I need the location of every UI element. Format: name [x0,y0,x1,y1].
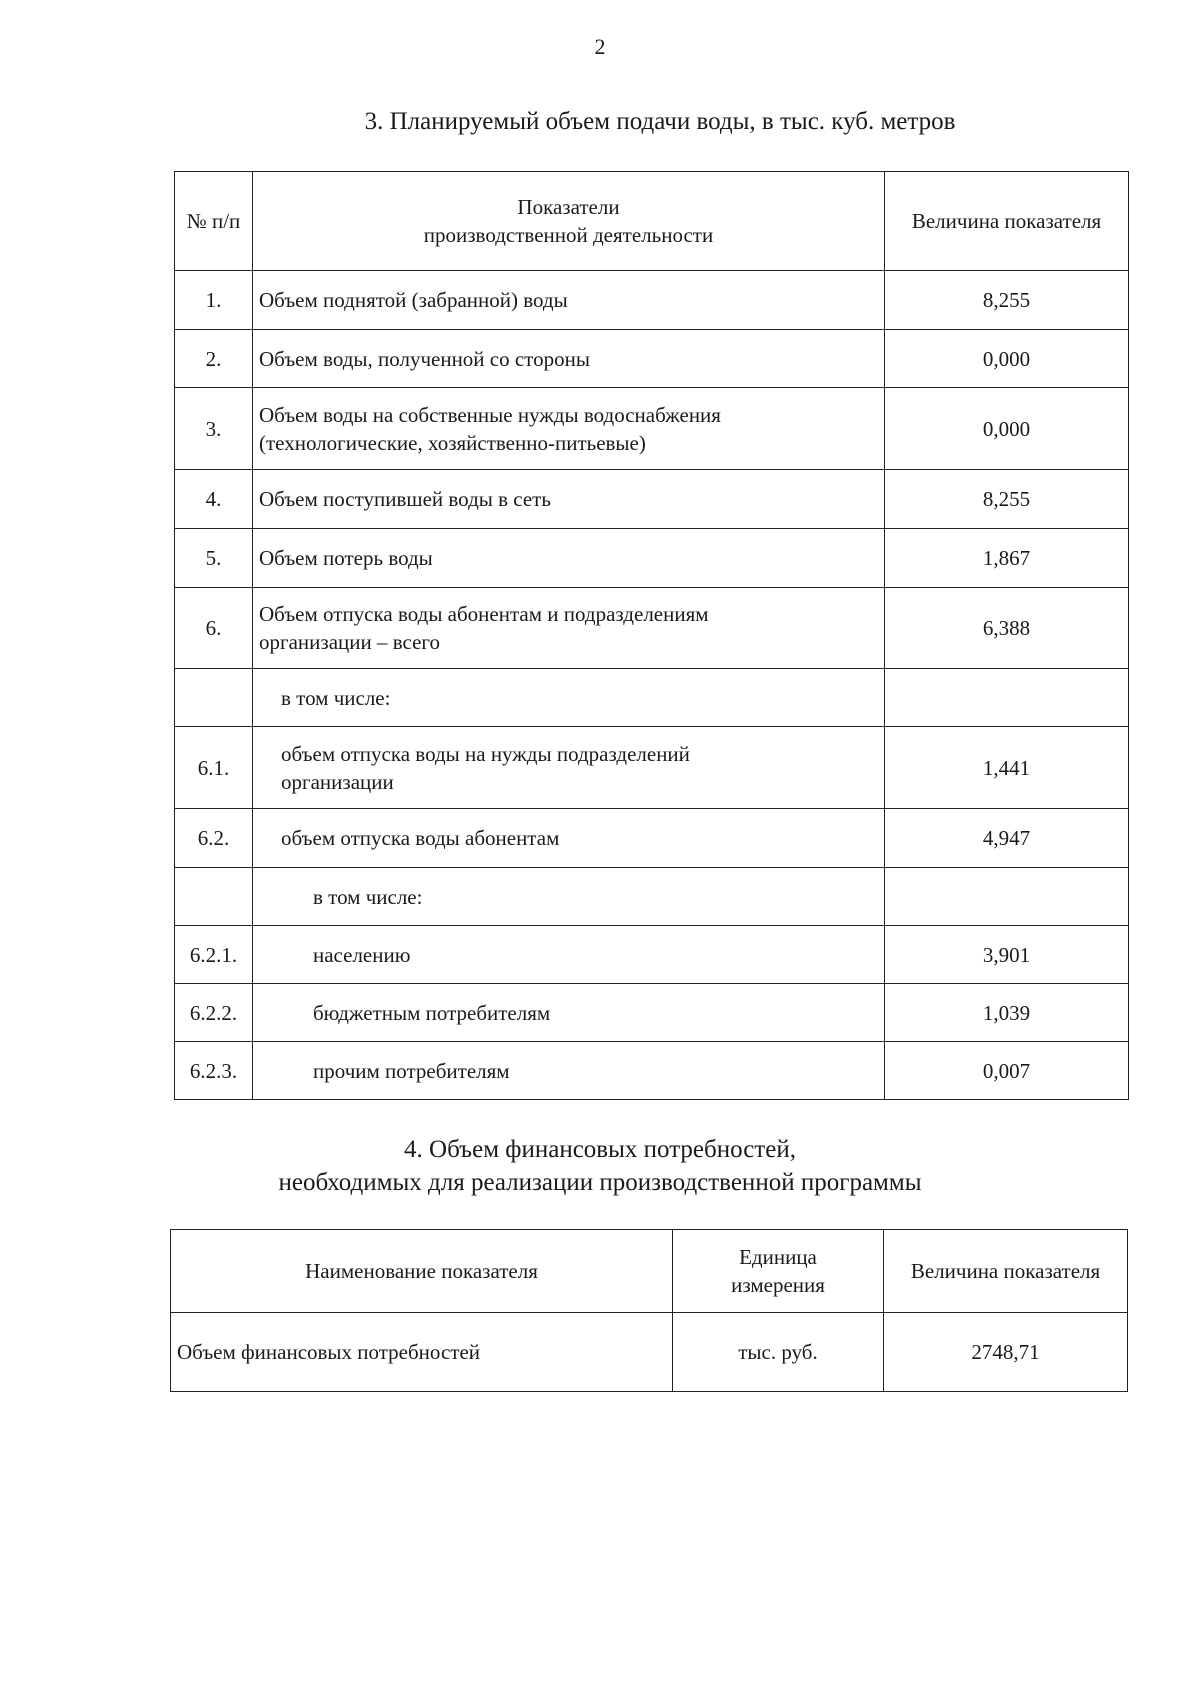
water-supply-table [174,171,1129,1100]
section-4-title [0,1133,1200,1199]
table-header-row [171,1230,1128,1313]
row-value: 8,255 [885,271,1129,330]
row-num: 1. [175,271,253,330]
table-row [175,330,1129,388]
table-row [175,388,1129,470]
row-value: 8,255 [885,470,1129,529]
table-row [175,529,1129,588]
table-row [175,1042,1129,1100]
row-name-line1: объем отпуска воды на нужды подразделений [281,741,690,766]
table-row [175,470,1129,529]
row-name: Объем потерь воды [253,529,885,588]
row-num: 6.2.2. [175,984,253,1042]
row-unit: тыс. руб. [673,1313,884,1392]
table-row [175,271,1129,330]
header-name-line2: производственной деятельности [423,223,714,247]
row-name: прочим потребителям [253,1042,885,1100]
row-name-line2: организации – всего [259,630,441,654]
row-name: Объем воды, полученной со стороны [253,330,885,388]
table-row [175,588,1129,669]
row-value: 0,007 [885,1042,1129,1100]
row-name: объем отпуска воды абонентам [253,809,885,868]
row-name: в том числе: [253,669,885,727]
header-num: № п/п [175,172,253,271]
section-4-title-line2: необходимых для реализации производственной программы [278,1169,922,1196]
row-value: 6,388 [885,588,1129,669]
row-value [885,868,1129,926]
header-value: Величина показателя [885,172,1129,271]
row-num [175,868,253,926]
row-value [885,669,1129,727]
row-num: 6. [175,588,253,669]
row-value: 0,000 [885,330,1129,388]
header-name [253,172,885,271]
row-value: 0,000 [885,388,1129,470]
header-unit-line2: измерения [731,1273,825,1297]
row-name-line2: организации [281,769,394,794]
row-value: 1,441 [885,727,1129,809]
row-name: Объем поднятой (забранной) воды [253,271,885,330]
table-row [171,1313,1128,1392]
row-num: 2. [175,330,253,388]
page-number: 2 [594,34,606,59]
header-name: Наименование показателя [171,1230,673,1313]
row-name-line1: Объем воды на собственные нужды водоснабжения [259,402,721,427]
table-row [175,984,1129,1042]
row-value: 3,901 [885,926,1129,984]
table-row [175,926,1129,984]
row-value: 2748,71 [884,1313,1128,1392]
table-row [175,809,1129,868]
row-num: 6.2.3. [175,1042,253,1100]
header-value: Величина показателя [884,1230,1128,1313]
table-header-row [175,172,1129,271]
financial-needs-table [170,1229,1128,1392]
row-num [175,669,253,727]
header-unit-line1: Единица [739,1245,817,1269]
row-value: 1,867 [885,529,1129,588]
row-num: 6.2. [175,809,253,868]
row-name-line2: (технологические, хозяйственно-питьевые) [259,430,646,455]
row-num: 5. [175,529,253,588]
table-row [175,669,1129,727]
row-name [253,727,885,809]
row-name: в том числе: [253,868,885,926]
section-4-title-line1: 4. Объем финансовых потребностей, [404,1136,796,1163]
row-name: бюджетным потребителям [253,984,885,1042]
row-name-line1: Объем отпуска воды абонентам и подразделениям [259,602,709,626]
row-name: Объем финансовых потребностей [171,1313,673,1392]
row-num: 6.1. [175,727,253,809]
row-name: населению [253,926,885,984]
row-num: 4. [175,470,253,529]
section-3-title: 3. Планируемый объем подачи воды, в тыс. куб. метров [364,108,956,135]
header-name-line1: Показатели [517,195,620,219]
row-value: 4,947 [885,809,1129,868]
row-name: Объем поступившей воды в сеть [253,470,885,529]
row-num: 3. [175,388,253,470]
row-value: 1,039 [885,984,1129,1042]
header-unit [673,1230,884,1313]
table-row [175,727,1129,809]
row-num: 6.2.1. [175,926,253,984]
row-name [253,588,885,669]
row-name [253,388,885,470]
table-row [175,868,1129,926]
